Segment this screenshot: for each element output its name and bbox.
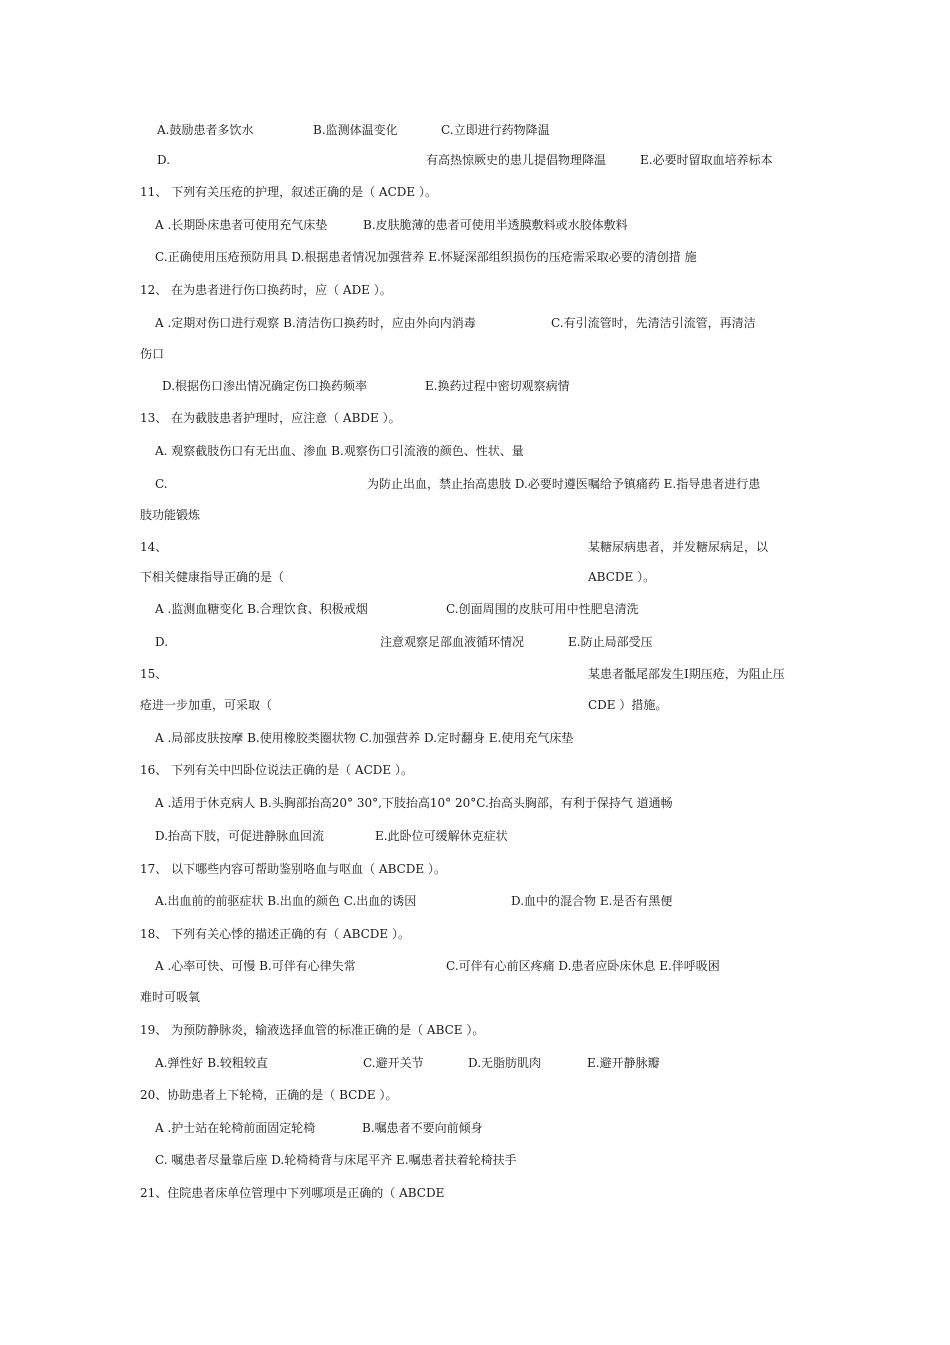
q11-option-b: B.皮肤脆薄的患者可使用半透膜敷料或水胶体敷料 (363, 218, 628, 232)
q12-option-e: E.换药过程中密切观察病情 (425, 379, 570, 393)
q11-question: 11、 下列有关压疮的护理，叙述正确的是（ ACDE ）。 (140, 185, 437, 199)
q13-options-ab: A. 观察截肢伤口有无出血、渗血 B.观察伤口引流液的颜色、性状、量 (155, 444, 524, 458)
q11-options-cde: C.正确使用压疮预防用具 D.根据患者情况加强营养 E.怀疑深部组织损伤的压疮需采取必要的清创措 施 (155, 250, 697, 264)
q11-option-a: A .长期卧床患者可使用充气床垫 (155, 218, 328, 232)
q18-options-cde: C.可伴有心前区疼痛 D.患者应卧床休息 E.伴呼吸困 (446, 959, 720, 973)
q20-option-a: A .护士站在轮椅前面固定轮椅 (155, 1121, 316, 1135)
q15-answer: CDE ）措施。 (588, 698, 668, 712)
q19-option-d: D.无脂肪肌肉 (468, 1056, 542, 1070)
q10-option-d-label: D. (157, 153, 171, 167)
q14-question-part2: 下相关健康指导正确的是（ (140, 570, 285, 584)
q14-question-part1: 某糖尿病患者，并发糖尿病足，以 (588, 540, 769, 554)
q12-option-c: C.有引流管时，先清洁引流管，再清洁 (551, 316, 756, 330)
q18-options-ab: A .心率可快、可慢 B.可伴有心律失常 (155, 959, 356, 973)
q20-question: 20、协助患者上下轮椅，正确的是（ BCDE ）。 (140, 1088, 398, 1102)
q19-option-e: E.避开静脉瓣 (587, 1056, 660, 1070)
q16-option-d: D.抬高下肢，可促进静脉血回流 (155, 829, 325, 843)
q18-option-e-cont: 难时可吸氧 (140, 990, 201, 1004)
q17-options-abc: A.出血前的前驱症状 B.出血的颜色 C.出血的诱因 (155, 894, 417, 908)
q16-option-e: E.此卧位可缓解休克症状 (375, 829, 508, 843)
q19-question: 19、 为预防静脉炎，输液选择血管的标准正确的是（ ABCE ）。 (140, 1023, 485, 1037)
q16-options-abc: A .适用于休克病人 B.头胸部抬高20° 30°,下肢抬高10° 20°C.抬高头胸部，有利于保持气 道通畅 (155, 796, 673, 810)
q12-option-c-cont: 伤口 (140, 347, 165, 361)
q20-options-cde: C. 嘱患者尽量靠后座 D.轮椅椅背与床尾平齐 E.嘱患者扶着轮椅扶手 (155, 1153, 517, 1167)
q14-option-d-label: D. (155, 635, 169, 649)
q10-option-c: C.立即进行药物降温 (441, 123, 550, 137)
q10-option-d-text: 有高热惊厥史的患儿提倡物理降温 (426, 153, 607, 167)
q13-options-cde: 为防止出血，禁止抬高患肢 D.必要时遵医嘱给予镇痛药 E.指导患者进行患 (367, 477, 761, 491)
q18-question: 18、 下列有关心悸的描述正确的有（ ABCDE ）。 (140, 927, 410, 941)
q13-option-c-label: C. (155, 477, 168, 491)
q15-question-part1: 某患者骶尾部发生Ⅰ期压疮，为阻止压 (588, 667, 785, 681)
q12-question: 12、 在为患者进行伤口换药时，应（ ADE ）。 (140, 283, 392, 297)
q14-number: 14、 (140, 540, 168, 554)
q19-options-ab: A.弹性好 B.较粗较直 (155, 1056, 268, 1070)
q17-question: 17、 以下哪些内容可帮助鉴别咯血与呕血（ ABCDE ）。 (140, 862, 446, 876)
q10-option-b: B.监测体温变化 (313, 123, 398, 137)
q16-question: 16、 下列有关中凹卧位说法正确的是（ ACDE ）。 (140, 763, 413, 777)
q13-option-e-cont: 肢功能锻炼 (140, 508, 201, 522)
q19-option-c: C.避开关节 (363, 1056, 424, 1070)
q10-option-a: A.鼓励患者多饮水 (157, 123, 254, 137)
q10-option-e: E.必要时留取血培养标本 (640, 153, 773, 167)
q12-option-d: D.根据伤口渗出情况确定伤口换药频率 (162, 379, 368, 393)
q17-options-de: D.血中的混合物 E.是否有黑便 (511, 894, 673, 908)
q14-options-ab: A .监测血糖变化 B.合理饮食、积极戒烟 (155, 602, 368, 616)
q14-answer: ABCDE ）。 (588, 570, 656, 584)
q14-option-e: E.防止局部受压 (568, 635, 653, 649)
q12-options-ab: A .定期对伤口进行观察 B.清洁伤口换药时，应由外向内消毒 (155, 316, 476, 330)
q20-option-b: B.嘱患者不要向前倾身 (362, 1121, 483, 1135)
q14-option-d-text: 注意观察足部血液循环情况 (380, 635, 525, 649)
q15-number: 15、 (140, 667, 168, 681)
q13-question: 13、 在为截肢患者护理时，应注意（ ABDE ）。 (140, 411, 401, 425)
q21-question: 21、住院患者床单位管理中下列哪项是正确的（ ABCDE (140, 1186, 445, 1200)
q15-question-part2: 疮进一步加重，可采取（ (140, 698, 273, 712)
q14-option-c: C.创面周围的皮肤可用中性肥皂清洗 (446, 602, 639, 616)
q15-options: A .局部皮肤按摩 B.使用橡胶类圈状物 C.加强营养 D.定时翻身 E.使用充气床垫 (155, 731, 574, 745)
